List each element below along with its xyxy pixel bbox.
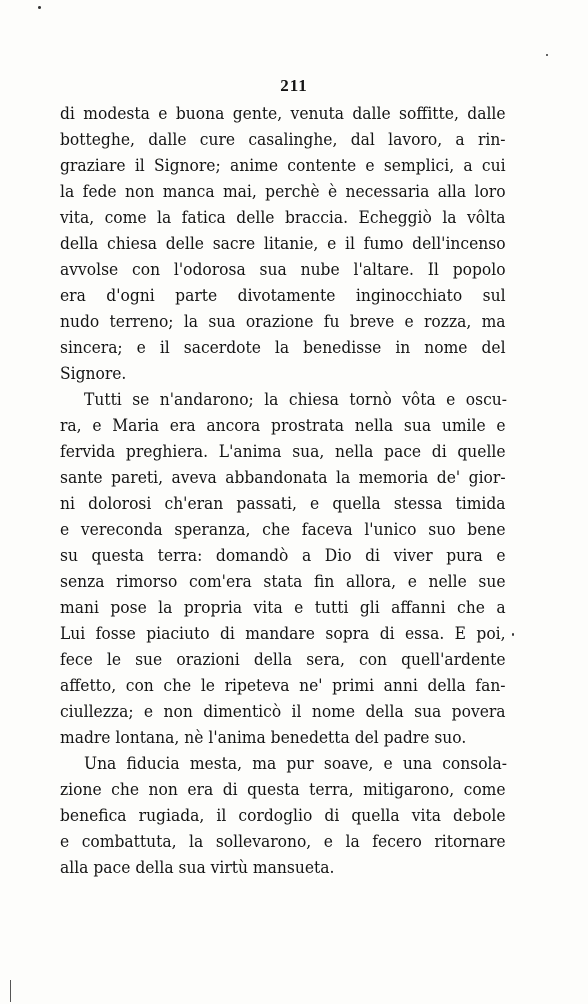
text-line: alla pace della sua virtù mansueta. bbox=[60, 858, 335, 877]
text-line: Signore. bbox=[60, 364, 127, 383]
text-line: ra, e Maria era ancora prostrata nella sua umile e bbox=[60, 416, 506, 435]
page-edge-mark bbox=[10, 980, 11, 1002]
text-line: mani pose la propria vita e tutti gli affanni che a bbox=[60, 598, 506, 617]
text-line: madre lontana, nè l'anima benedetta del padre suo. bbox=[60, 728, 467, 747]
text-line: zione che non era di questa terra, mitigarono, come bbox=[60, 780, 506, 799]
text-line: fece le sue orazioni della sera, con quell'ardente bbox=[60, 650, 506, 669]
text-line: la fede non manca mai, perchè è necessaria alla loro bbox=[60, 182, 506, 201]
text-line: nudo terreno; la sua orazione fu breve e rozza, ma bbox=[60, 312, 506, 331]
text-line: affetto, con che le ripeteva ne' primi anni della fan- bbox=[60, 676, 506, 695]
text-line: su questa terra: domandò a Dio di viver pura e bbox=[60, 546, 506, 565]
text-line: benefica rugiada, il cordoglio di quella vita debole bbox=[60, 806, 506, 825]
page-number: 211 bbox=[280, 76, 308, 95]
text-line: Tutti se n'andarono; la chiesa tornò vôta e oscu- bbox=[84, 390, 507, 409]
text-line: sante pareti, aveva abbandonata la memoria de' gior- bbox=[60, 468, 506, 487]
text-line: fervida preghiera. L'anima sua, nella pace di quelle bbox=[60, 442, 506, 461]
text-line: ni dolorosi ch'eran passati, e quella stessa timida bbox=[60, 494, 506, 513]
text-line: di modesta e buona gente, venuta dalle soffitte, dalle bbox=[60, 104, 506, 123]
text-line: avvolse con l'odorosa sua nube l'altare. Il popolo bbox=[60, 260, 506, 279]
text-line: Una fiducia mesta, ma pur soave, e una consola- bbox=[84, 754, 507, 773]
text-line: era d'ogni parte divotamente inginocchiato sul bbox=[60, 286, 506, 305]
ink-speck bbox=[546, 54, 548, 56]
text-line: della chiesa delle sacre litanie, e il fumo dell'incenso bbox=[60, 234, 506, 253]
text-line: botteghe, dalle cure casalinghe, dal lavoro, a rin- bbox=[60, 130, 506, 149]
text-line: Lui fosse piaciuto di mandare sopra di essa. E poi, bbox=[60, 624, 506, 643]
text-line: graziare il Signore; anime contente e semplici, a cui bbox=[60, 156, 506, 175]
text-line: e vereconda speranza, che faceva l'unico suo bene bbox=[60, 520, 506, 539]
text-line: e combattuta, la sollevarono, e la fecero ritornare bbox=[60, 832, 506, 851]
text-line: senza rimorso com'era stata fin allora, e nelle sue bbox=[60, 572, 506, 591]
text-line: vita, come la fatica delle braccia. Echeggiò la vôlta bbox=[60, 208, 506, 227]
ink-speck bbox=[38, 6, 41, 9]
text-line: ciullezza; e non dimenticò il nome della sua povera bbox=[60, 702, 506, 721]
ink-speck bbox=[512, 633, 514, 636]
text-line: sincera; e il sacerdote la benedisse in nome del bbox=[60, 338, 506, 357]
